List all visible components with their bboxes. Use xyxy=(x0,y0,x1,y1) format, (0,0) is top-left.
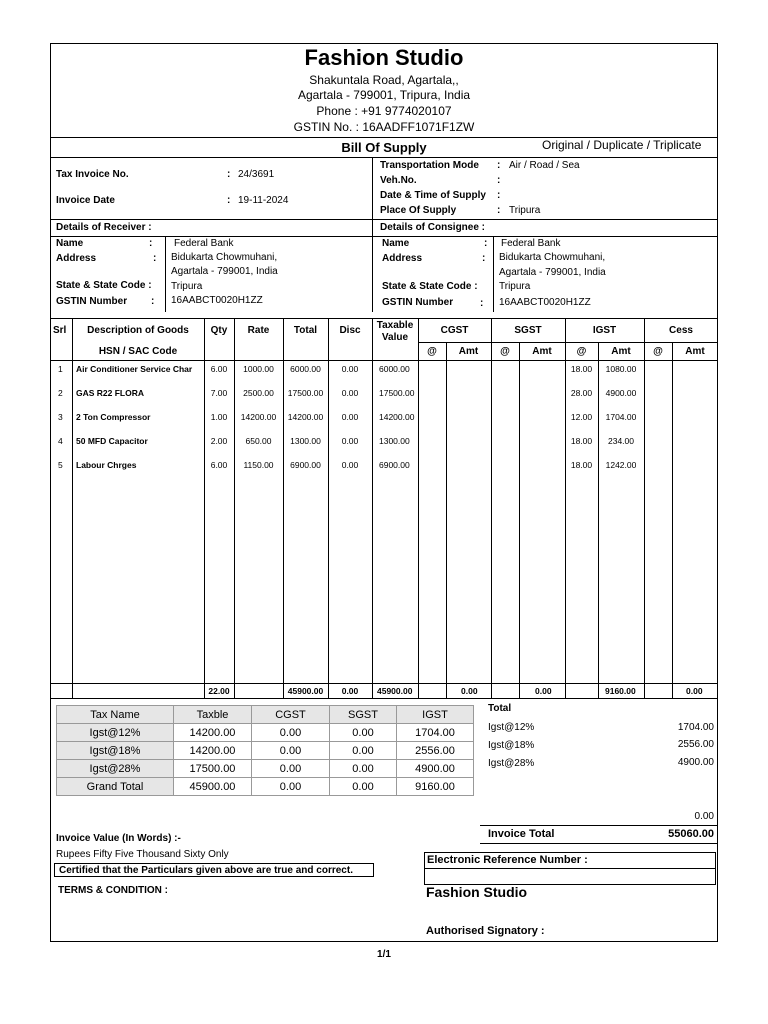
receiver-address-label: Address xyxy=(56,253,97,264)
consignee-heading: Details of Consignee : xyxy=(380,222,486,233)
item-igst-rate: 18.00 xyxy=(570,436,593,446)
col-taxable-2: Value xyxy=(381,332,409,343)
col-description: Description of Goods xyxy=(87,325,189,336)
invoice-total-label: Invoice Total xyxy=(488,828,555,840)
col-cess: Cess xyxy=(669,325,693,336)
colon: : xyxy=(497,175,501,186)
sgst-amt: Amt xyxy=(532,346,552,357)
consignee-state: Tripura xyxy=(499,281,531,292)
copy-type: Original / Duplicate / Triplicate xyxy=(542,138,702,152)
item-total: 17500.00 xyxy=(287,388,324,398)
col-hsn: HSN / SAC Code xyxy=(98,346,178,357)
item-igst-rate: 12.00 xyxy=(570,412,593,422)
colon: : xyxy=(484,238,488,249)
col-taxable-1: Taxable xyxy=(376,320,414,331)
item-srl: 5 xyxy=(58,460,63,470)
total-igst: 9160.00 xyxy=(605,686,636,696)
item-description: Labour Chrges xyxy=(76,460,137,470)
tax-cell: 1704.00 xyxy=(397,724,474,742)
item-taxable: 6000.00 xyxy=(379,364,410,374)
transport-mode-value: Air / Road / Sea xyxy=(509,160,580,171)
item-igst-amt: 1242.00 xyxy=(605,460,637,470)
totals-line-value: 1704.00 xyxy=(677,722,714,733)
tax-summary-table xyxy=(56,705,474,796)
item-disc: 0.00 xyxy=(341,388,359,398)
item-rate: 650.00 xyxy=(245,436,272,446)
tax-cell: 14200.00 xyxy=(174,724,252,742)
item-taxable: 1300.00 xyxy=(379,436,410,446)
colon: : xyxy=(497,160,501,171)
consignee-address-label: Address xyxy=(382,253,423,264)
tax-col: SGST xyxy=(330,706,397,724)
place-supply-value: Tripura xyxy=(509,205,541,216)
item-qty: 1.00 xyxy=(210,412,228,422)
item-description: 2 Ton Compressor xyxy=(76,412,151,422)
datetime-supply-label: Date & Time of Supply xyxy=(380,190,486,201)
item-srl: 3 xyxy=(58,412,63,422)
item-taxable: 17500.00 xyxy=(379,388,415,398)
company-gstin: GSTIN No. : 16AADFF1071F1ZW xyxy=(293,120,475,134)
tax-cell: 0.00 xyxy=(330,760,397,778)
tax-summary-row xyxy=(57,760,474,778)
company-name: Fashion Studio xyxy=(304,45,464,70)
company-address-1: Shakuntala Road, Agartala,, xyxy=(309,73,459,87)
col-total: Total xyxy=(293,325,318,336)
tax-cell: 0.00 xyxy=(252,724,330,742)
item-description: 50 MFD Capacitor xyxy=(76,436,148,446)
certification-box: Certified that the Particulars given above are true and correct. xyxy=(54,863,374,877)
item-rate: 1150.00 xyxy=(243,460,274,470)
tax-summary-row xyxy=(57,724,474,742)
invoice-no-label: Tax Invoice No. xyxy=(56,169,129,180)
totals-line-label: Igst@12% xyxy=(488,722,535,733)
item-rate: 14200.00 xyxy=(240,412,277,422)
transport-mode-label: Transportation Mode xyxy=(380,160,479,171)
totals-heading: Total xyxy=(488,703,512,714)
col-disc: Disc xyxy=(339,325,361,336)
totals-line-label: Igst@18% xyxy=(488,740,535,751)
item-qty: 7.00 xyxy=(210,388,228,398)
tax-summary-header xyxy=(57,706,474,724)
total-qty: 22.00 xyxy=(208,686,230,696)
colon: : xyxy=(227,195,231,206)
item-description: Air Conditioner Service Char xyxy=(76,364,193,374)
tax-cell: 0.00 xyxy=(252,760,330,778)
colon: : xyxy=(153,253,157,264)
colon: : xyxy=(151,296,155,307)
invoice-total-value: 55060.00 xyxy=(668,828,714,840)
total-disc: 0.00 xyxy=(341,686,359,696)
totals-line-label: Igst@28% xyxy=(488,758,535,769)
tax-cell: Igst@18% xyxy=(57,742,174,760)
consignee-gstin-label: GSTIN Number xyxy=(382,297,454,308)
item-igst-amt: 1704.00 xyxy=(605,412,637,422)
item-srl: 4 xyxy=(58,436,63,446)
item-disc: 0.00 xyxy=(341,460,359,470)
item-description: GAS R22 FLORA xyxy=(76,388,145,398)
item-rate: 2500.00 xyxy=(243,388,274,398)
col-sgst: SGST xyxy=(514,325,542,336)
item-igst-rate: 18.00 xyxy=(570,364,593,374)
col-igst: IGST xyxy=(592,325,617,336)
item-srl: 2 xyxy=(58,388,63,398)
receiver-state-label: State & State Code : xyxy=(56,280,152,291)
consignee-gstin: 16AABCT0020H1ZZ xyxy=(499,297,591,308)
total-cgst: 0.00 xyxy=(461,686,478,696)
invoice-date-value: 19-11-2024 xyxy=(238,195,289,206)
tax-col: Taxble xyxy=(174,706,252,724)
consignee-state-label: State & State Code : xyxy=(382,281,478,292)
document-title: Bill Of Supply xyxy=(341,140,427,155)
tax-cell: Grand Total xyxy=(57,778,174,796)
colon: : xyxy=(227,169,231,180)
tax-summary-grand-total xyxy=(57,778,474,796)
item-total: 1300.00 xyxy=(290,436,321,446)
receiver-address-1: Bidukarta Chowmuhani, xyxy=(171,252,278,263)
amount-words: Rupees Fifty Five Thousand Sixty Only xyxy=(56,849,229,860)
col-srl: Srl xyxy=(53,325,67,336)
terms-label: TERMS & CONDITION : xyxy=(58,885,168,896)
cgst-at: @ xyxy=(427,346,437,357)
receiver-state: Tripura xyxy=(171,281,203,292)
totals-line-value: 2556.00 xyxy=(677,739,714,750)
colon: : xyxy=(480,298,484,309)
page-number: 1/1 xyxy=(377,949,391,960)
tax-cell: 14200.00 xyxy=(174,742,252,760)
item-rate: 1000.00 xyxy=(243,364,274,374)
place-supply-label: Place Of Supply xyxy=(380,205,457,216)
total-cess: 0.00 xyxy=(686,686,703,696)
item-igst-amt: 234.00 xyxy=(608,436,634,446)
item-igst-rate: 18.00 xyxy=(570,460,593,470)
vehicle-no-label: Veh.No. xyxy=(380,175,417,186)
tax-summary-row xyxy=(57,742,474,760)
invoice-date-label: Invoice Date xyxy=(56,195,115,206)
item-disc: 0.00 xyxy=(341,412,359,422)
total-amount: 45900.00 xyxy=(287,686,324,696)
colon: : xyxy=(497,205,501,216)
item-qty: 6.00 xyxy=(210,460,228,470)
total-sgst: 0.00 xyxy=(535,686,552,696)
receiver-address-2: Agartala - 799001, India xyxy=(171,266,278,277)
receiver-gstin-label: GSTIN Number xyxy=(56,296,128,307)
consignee-address-2: Agartala - 799001, India xyxy=(499,267,606,278)
item-total: 14200.00 xyxy=(287,412,324,422)
tax-cell: 0.00 xyxy=(252,778,330,796)
item-igst-amt: 1080.00 xyxy=(605,364,637,374)
igst-at: @ xyxy=(576,346,587,357)
tax-cell: 4900.00 xyxy=(397,760,474,778)
tax-cell: 0.00 xyxy=(252,742,330,760)
item-total: 6900.00 xyxy=(290,460,321,470)
item-qty: 2.00 xyxy=(210,436,228,446)
tax-cell: 45900.00 xyxy=(174,778,252,796)
item-disc: 0.00 xyxy=(341,364,359,374)
receiver-name-label: Name xyxy=(56,238,84,249)
consignee-address-1: Bidukarta Chowmuhani, xyxy=(499,252,606,263)
sgst-at: @ xyxy=(500,346,510,357)
company-phone: Phone : +91 9774020107 xyxy=(316,104,452,118)
cgst-amt: Amt xyxy=(458,346,479,357)
consignee-name: Federal Bank xyxy=(501,238,561,249)
item-srl: 1 xyxy=(58,364,63,374)
tax-cell: 0.00 xyxy=(330,778,397,796)
tax-cell: 0.00 xyxy=(330,742,397,760)
tax-cell: 17500.00 xyxy=(174,760,252,778)
signatory-company: Fashion Studio xyxy=(426,884,528,900)
receiver-heading: Details of Receiver : xyxy=(56,222,152,233)
tax-cell: 9160.00 xyxy=(397,778,474,796)
igst-amt: Amt xyxy=(611,346,631,357)
item-igst-rate: 28.00 xyxy=(570,388,593,398)
item-taxable: 6900.00 xyxy=(379,460,410,470)
electronic-reference-label: Electronic Reference Number : xyxy=(427,854,588,866)
colon: : xyxy=(497,190,501,201)
item-qty: 6.00 xyxy=(210,364,228,374)
item-disc: 0.00 xyxy=(341,436,359,446)
tax-col: CGST xyxy=(252,706,330,724)
receiver-gstin: 16AABCT0020H1ZZ xyxy=(171,295,263,306)
amount-words-label: Invoice Value (In Words) :- xyxy=(56,833,181,844)
totals-line-value: 4900.00 xyxy=(677,757,714,768)
round-off-value: 0.00 xyxy=(694,811,714,822)
col-cgst: CGST xyxy=(440,325,469,336)
tax-cell: 0.00 xyxy=(330,724,397,742)
cess-amt: Amt xyxy=(685,346,705,357)
item-igst-amt: 4900.00 xyxy=(605,388,637,398)
item-taxable: 14200.00 xyxy=(379,412,415,422)
invoice-no-value: 24/3691 xyxy=(238,169,275,180)
total-taxable: 45900.00 xyxy=(377,686,413,696)
consignee-name-label: Name xyxy=(382,238,410,249)
cess-at: @ xyxy=(653,346,663,357)
tax-col: Tax Name xyxy=(57,706,174,724)
tax-cell: Igst@12% xyxy=(57,724,174,742)
tax-cell: Igst@28% xyxy=(57,760,174,778)
item-total: 6000.00 xyxy=(290,364,321,374)
colon: : xyxy=(149,238,153,249)
company-address-2: Agartala - 799001, Tripura, India xyxy=(297,88,471,102)
receiver-name: Federal Bank xyxy=(174,238,234,249)
colon: : xyxy=(482,253,486,264)
authorised-signatory: Authorised Signatory : xyxy=(426,925,545,937)
col-rate: Rate xyxy=(247,325,270,336)
tax-cell: 2556.00 xyxy=(397,742,474,760)
tax-col: IGST xyxy=(397,706,474,724)
col-qty: Qty xyxy=(210,325,228,336)
